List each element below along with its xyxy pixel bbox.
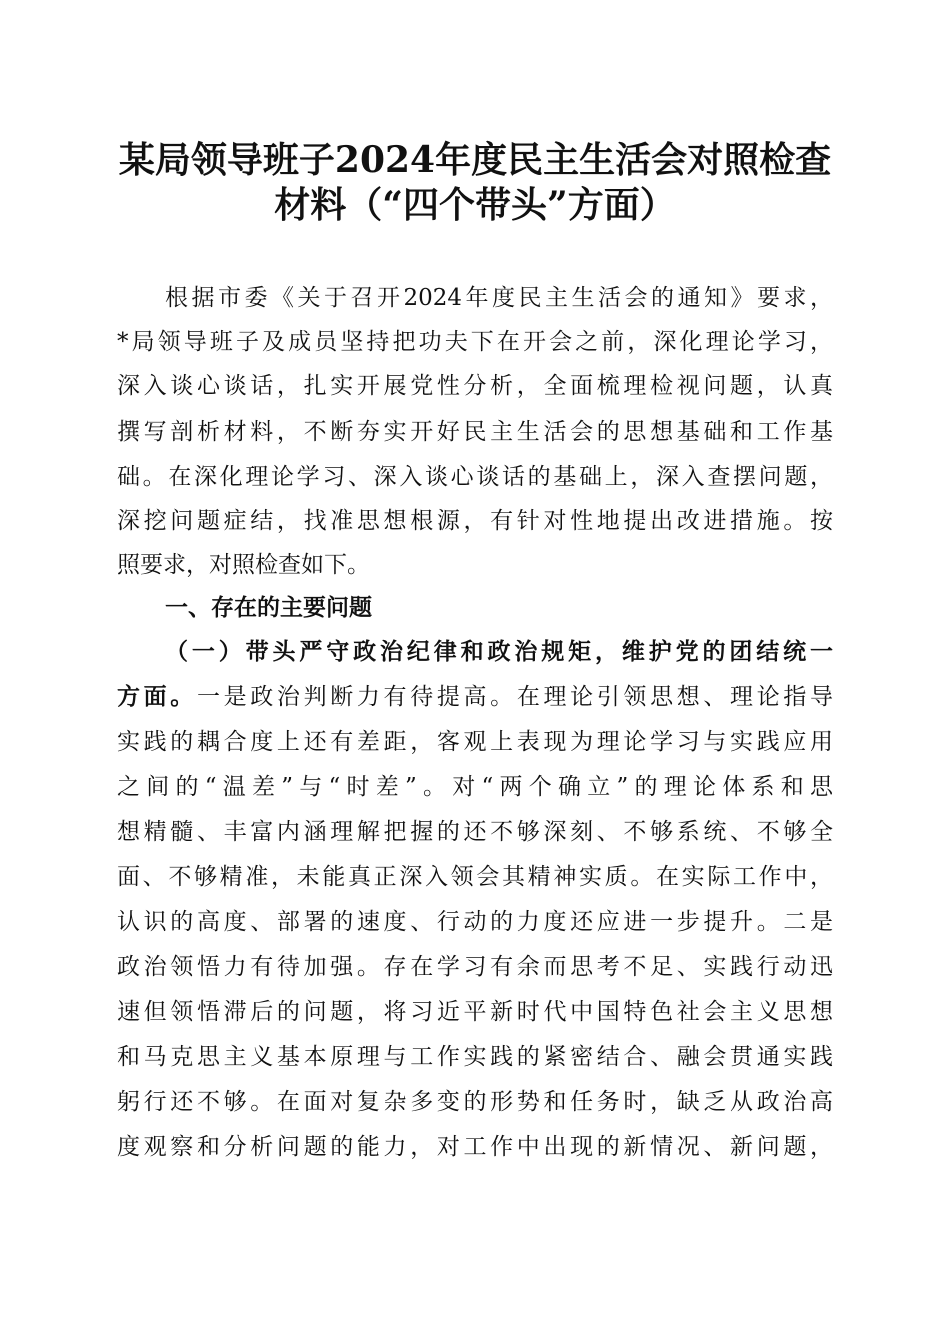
document-title-line-2: 材料（“四个带头”方面）: [274, 184, 676, 226]
document-title-line-1: 某局领导班子2024年度民主生活会对照检查: [118, 139, 832, 181]
subsection-title-part2: 方面。: [117, 683, 197, 710]
intro-line: *局领导班子及成员坚持把功夫下在开会之前，深化理论学习，: [117, 329, 833, 355]
body-line: 实践的耦合度上还有差距，客观上表现为理论学习与实践应用: [117, 729, 833, 755]
body-line: 之间的“温差”与“时差”。对“两个确立”的理论体系和思: [117, 774, 833, 800]
body-line: 速但领悟滞后的问题，将习近平新时代中国特色社会主义思想: [117, 999, 833, 1025]
intro-line: 深入谈心谈话，扎实开展党性分析，全面梳理检视问题，认真: [117, 373, 833, 399]
subsection-heading: [165, 637, 833, 667]
intro-line: 深挖问题症结，找准思想根源，有针对性地提出改进措施。按: [117, 508, 833, 534]
body-line: 想精髓、丰富内涵理解把握的还不够深刻、不够系统、不够全: [117, 819, 833, 845]
body-line: 面、不够精准，未能真正深入领会其精神实质。在实际工作中，: [117, 864, 833, 890]
body-line: 躬行还不够。在面对复杂多变的形势和任务时，缺乏从政治高: [117, 1089, 833, 1115]
subsection-title-part1: （一）带头严守政治纪律和政治规矩，维护党的团结统一: [165, 638, 833, 665]
body-line: 政治领悟力有待加强。存在学习有余而思考不足、实践行动迅: [117, 954, 833, 980]
section-heading: 一、存在的主要问题: [165, 595, 372, 621]
body-text: 一是政治判断力有待提高。在理论引领思想、理论指导: [196, 684, 834, 710]
intro-line: 照要求，对照检查如下。: [117, 552, 370, 578]
intro-line: 根据市委《关于召开2024年度民主生活会的通知》要求，: [165, 285, 833, 311]
body-line: 度观察和分析问题的能力，对工作中出现的新情况、新问题，: [117, 1134, 833, 1160]
body-line: [117, 682, 833, 712]
body-line: 认识的高度、部署的速度、行动的力度还应进一步提升。二是: [117, 909, 833, 935]
intro-line: 础。在深化理论学习、深入谈心谈话的基础上，深入查摆问题，: [117, 464, 833, 490]
body-line: 和马克思主义基本原理与工作实践的紧密结合、融会贯通实践: [117, 1044, 833, 1070]
intro-line: 撰写剖析材料，不断夯实开好民主生活会的思想基础和工作基: [117, 419, 833, 445]
